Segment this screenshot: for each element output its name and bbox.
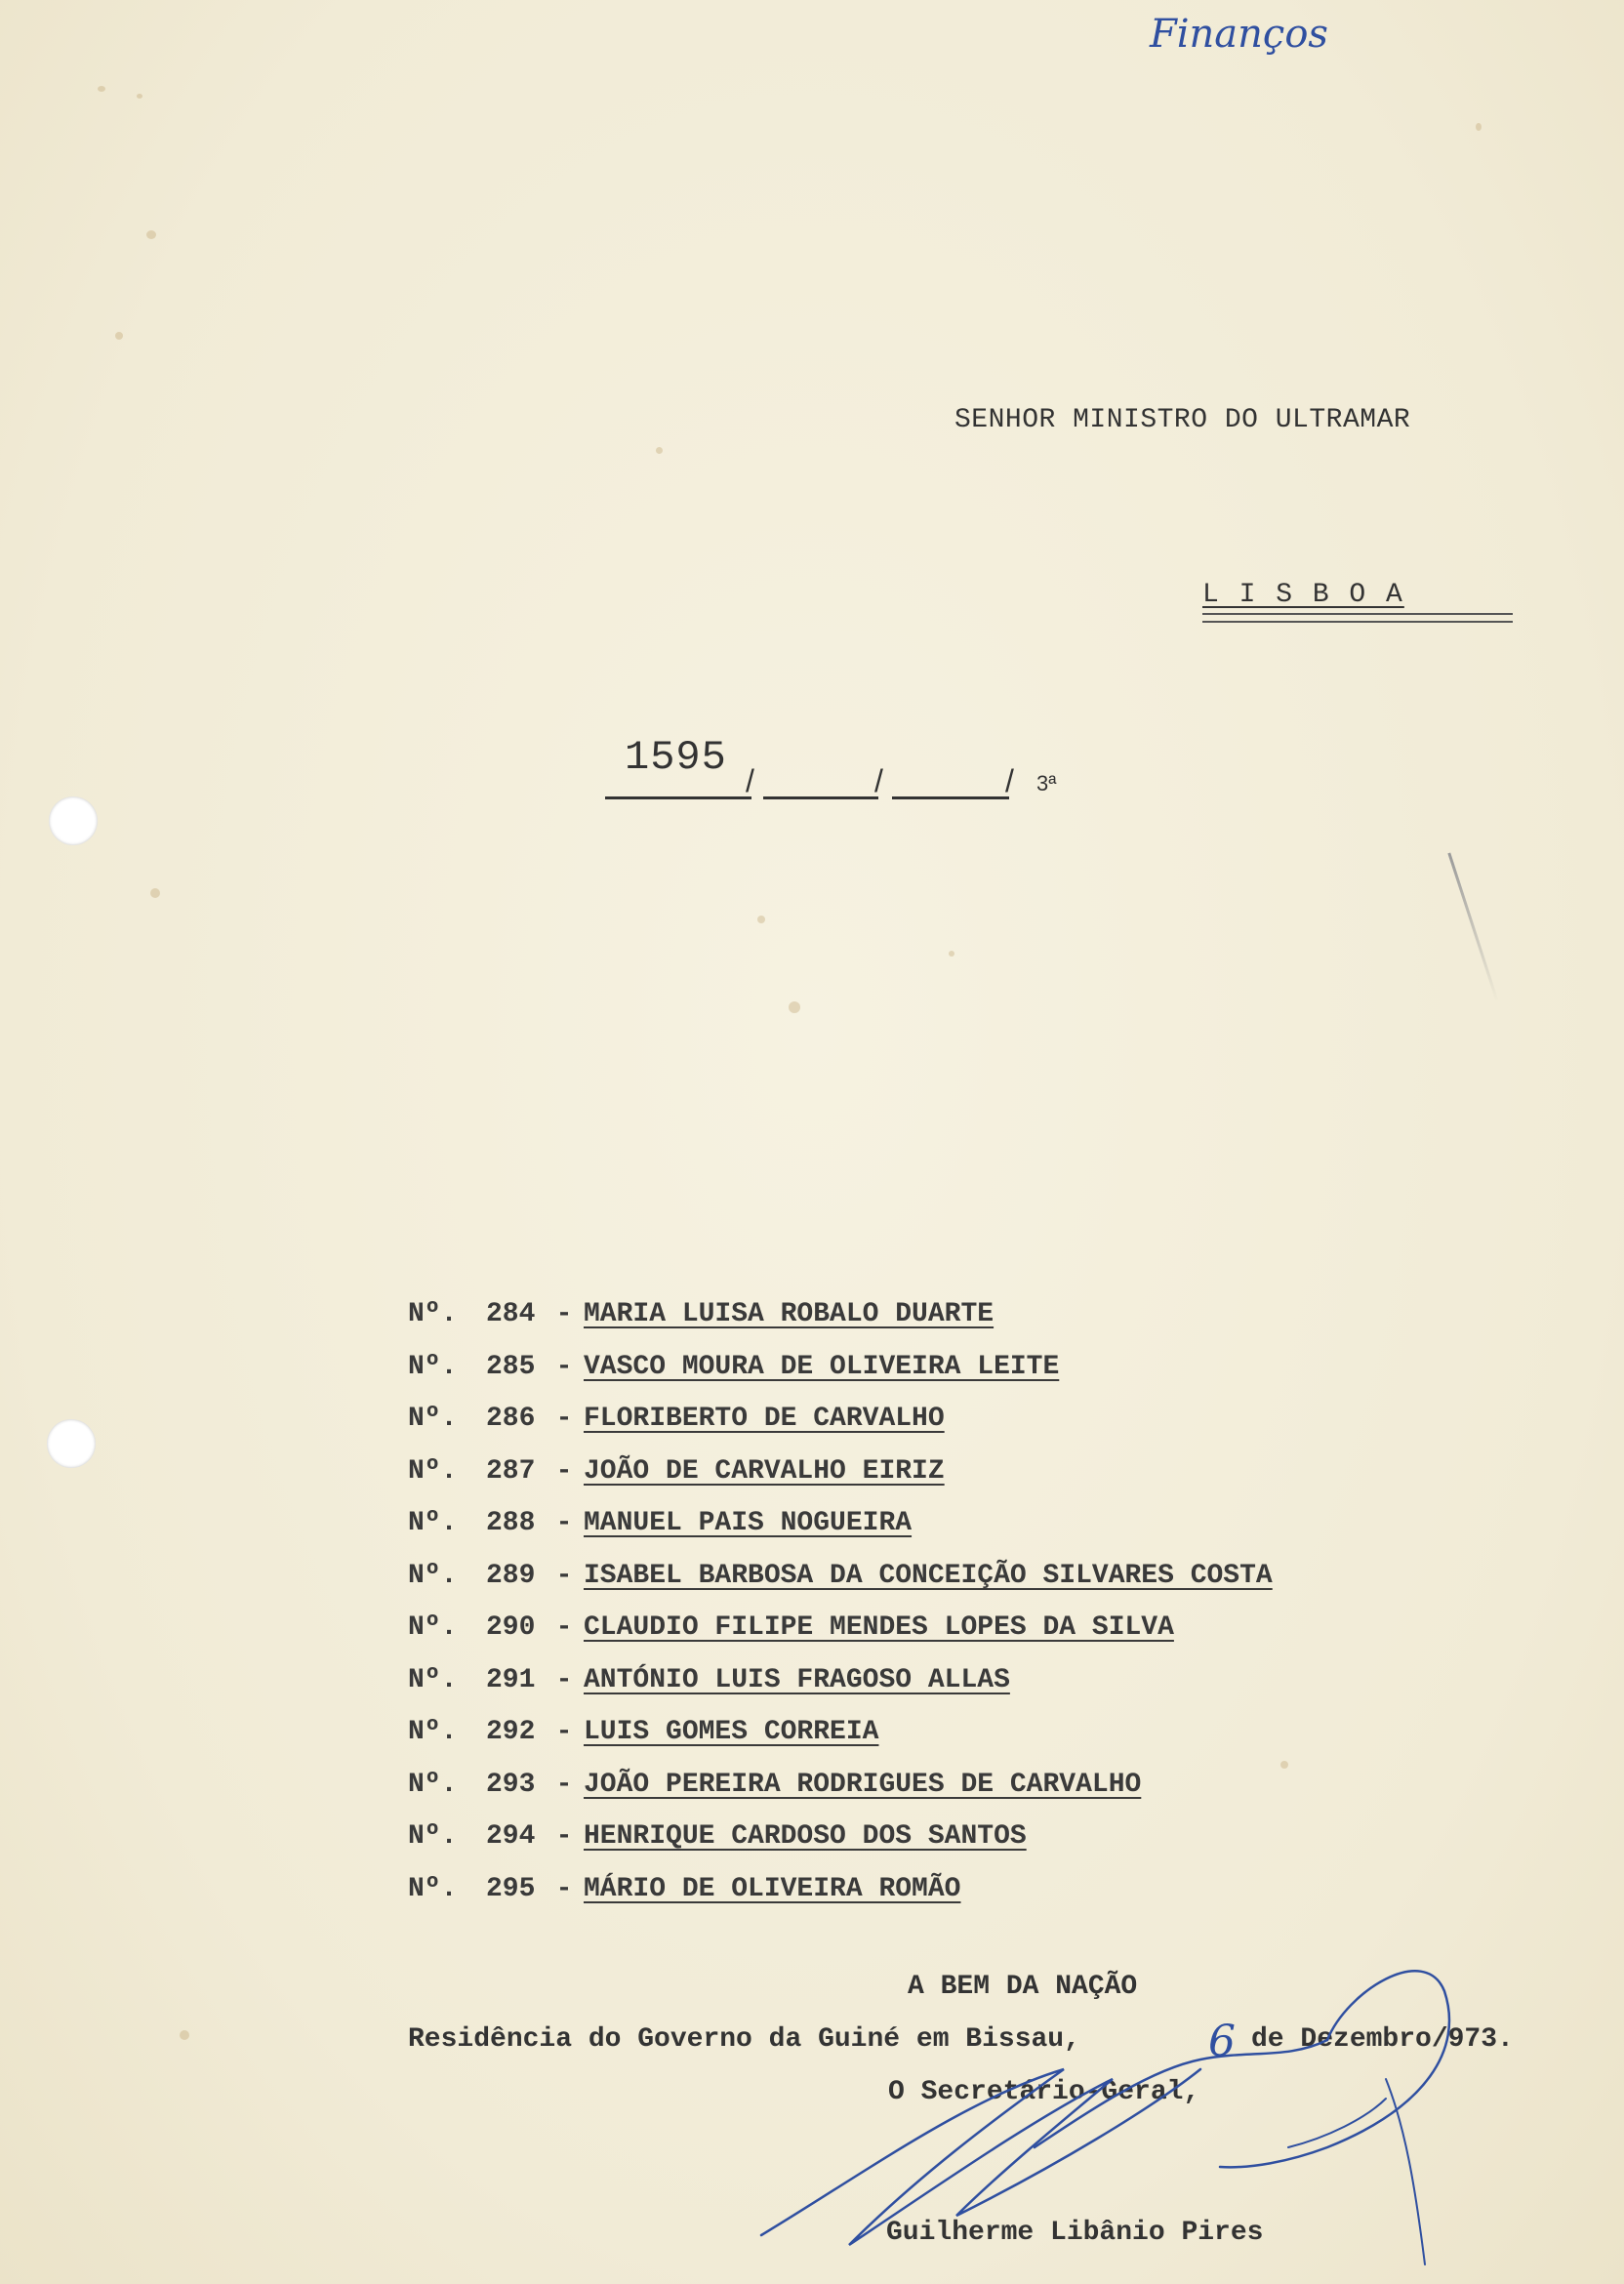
handwritten-day: 6 — [1208, 2017, 1236, 2066]
item-name: JOÃO PEREIRA RODRIGUES DE CARVALHO — [584, 1769, 1142, 1800]
item-number: 293 — [486, 1769, 536, 1800]
list-item — [408, 1811, 1273, 1863]
item-prefix: Nº. — [408, 1664, 458, 1695]
list-item — [408, 1341, 1273, 1394]
addressee: SENHOR MINISTRO DO ULTRAMAR — [954, 405, 1411, 435]
item-name: CLAUDIO FILIPE MENDES LOPES DA SILVA — [584, 1612, 1174, 1644]
paper-stain — [656, 447, 663, 454]
item-number: 290 — [486, 1612, 536, 1644]
item-prefix: Nº. — [408, 1560, 458, 1591]
signature-graphic — [742, 1952, 1483, 2274]
item-prefix: Nº. — [408, 1821, 458, 1853]
paper-crease — [1447, 852, 1498, 1001]
punch-hole-bottom — [47, 1419, 96, 1468]
handwritten-note: Finanços — [1150, 12, 1328, 57]
item-dash: - — [555, 1508, 573, 1539]
item-prefix: Nº. — [408, 1351, 458, 1382]
item-number: 287 — [486, 1455, 536, 1487]
item-prefix: Nº. — [408, 1873, 458, 1904]
item-dash: - — [555, 1404, 573, 1435]
list-item — [408, 1654, 1273, 1707]
item-prefix: Nº. — [408, 1769, 458, 1800]
list-item — [408, 1863, 1273, 1916]
reference-separator: / — [874, 763, 883, 798]
item-dash: - — [555, 1717, 573, 1748]
item-dash: - — [555, 1769, 573, 1800]
paper-stain — [115, 332, 123, 340]
signer-name: Guilherme Libânio Pires — [886, 2218, 1264, 2248]
list-item — [408, 1706, 1273, 1759]
item-dash: - — [555, 1873, 573, 1904]
list-item — [408, 1288, 1273, 1341]
item-name: ANTÓNIO LUIS FRAGOSO ALLAS — [584, 1664, 1010, 1695]
item-number: 285 — [486, 1351, 536, 1382]
paper-stain — [146, 230, 156, 239]
item-prefix: Nº. — [408, 1508, 458, 1539]
item-name: JOÃO DE CARVALHO EIRIZ — [584, 1455, 945, 1487]
item-dash: - — [555, 1299, 573, 1330]
item-name: MANUEL PAIS NOGUEIRA — [584, 1508, 913, 1539]
paper-stain — [150, 888, 160, 898]
reference-field-line — [763, 796, 878, 799]
reference-number: 1595 — [625, 734, 727, 781]
paper-stain — [1280, 1761, 1288, 1769]
item-dash: - — [555, 1455, 573, 1487]
list-item — [408, 1759, 1273, 1812]
closing-salutation: A BEM DA NAÇÃO — [908, 1972, 1138, 2002]
reference-field-line — [605, 796, 751, 799]
item-dash: - — [555, 1351, 573, 1382]
list-item — [408, 1446, 1273, 1498]
item-name: MARIA LUISA ROBALO DUARTE — [584, 1299, 995, 1330]
reference-series: 3ª — [1036, 771, 1057, 795]
item-dash: - — [555, 1612, 573, 1644]
item-number: 294 — [486, 1821, 536, 1853]
paper-stain — [1476, 123, 1482, 131]
paper-stain — [757, 916, 765, 923]
paper-stain — [949, 951, 954, 957]
item-number: 295 — [486, 1873, 536, 1904]
item-name: FLORIBERTO DE CARVALHO — [584, 1404, 945, 1435]
item-prefix: Nº. — [408, 1299, 458, 1330]
item-prefix: Nº. — [408, 1612, 458, 1644]
list-item — [408, 1393, 1273, 1446]
paper-stain — [137, 94, 142, 99]
reference-separator: / — [1005, 763, 1014, 798]
list-item — [408, 1602, 1273, 1654]
item-prefix: Nº. — [408, 1717, 458, 1748]
list-item — [408, 1550, 1273, 1603]
city-double-underline — [1202, 613, 1513, 623]
item-number: 291 — [486, 1664, 536, 1695]
item-name: VASCO MOURA DE OLIVEIRA LEITE — [584, 1351, 1060, 1382]
item-name: LUIS GOMES CORREIA — [584, 1717, 879, 1748]
item-dash: - — [555, 1821, 573, 1853]
paper-stain — [180, 2030, 189, 2040]
item-number: 288 — [486, 1508, 536, 1539]
date-month-year: de Dezembro/973. — [1251, 2024, 1514, 2055]
item-number: 289 — [486, 1560, 536, 1591]
item-prefix: Nº. — [408, 1455, 458, 1487]
item-name: HENRIQUE CARDOSO DOS SANTOS — [584, 1821, 1027, 1853]
item-name: ISABEL BARBOSA DA CONCEIÇÃO SILVARES COSTA — [584, 1560, 1273, 1591]
item-number: 284 — [486, 1299, 536, 1330]
signer-title: O Secretário-Geral, — [888, 2077, 1200, 2107]
item-dash: - — [555, 1664, 573, 1695]
place-line: Residência do Governo da Guiné em Bissau, — [408, 2024, 1080, 2055]
name-list — [408, 1288, 1273, 1915]
item-dash: - — [555, 1560, 573, 1591]
punch-hole-top — [49, 796, 98, 845]
item-name: MÁRIO DE OLIVEIRA ROMÃO — [584, 1873, 961, 1904]
reference-field-line — [892, 796, 1009, 799]
paper-stain — [98, 86, 105, 92]
item-prefix: Nº. — [408, 1404, 458, 1435]
list-item — [408, 1497, 1273, 1550]
reference-separator: / — [746, 763, 754, 798]
city: L I S B O A — [1202, 580, 1404, 610]
item-number: 286 — [486, 1404, 536, 1435]
item-number: 292 — [486, 1717, 536, 1748]
paper-stain — [789, 1001, 800, 1013]
